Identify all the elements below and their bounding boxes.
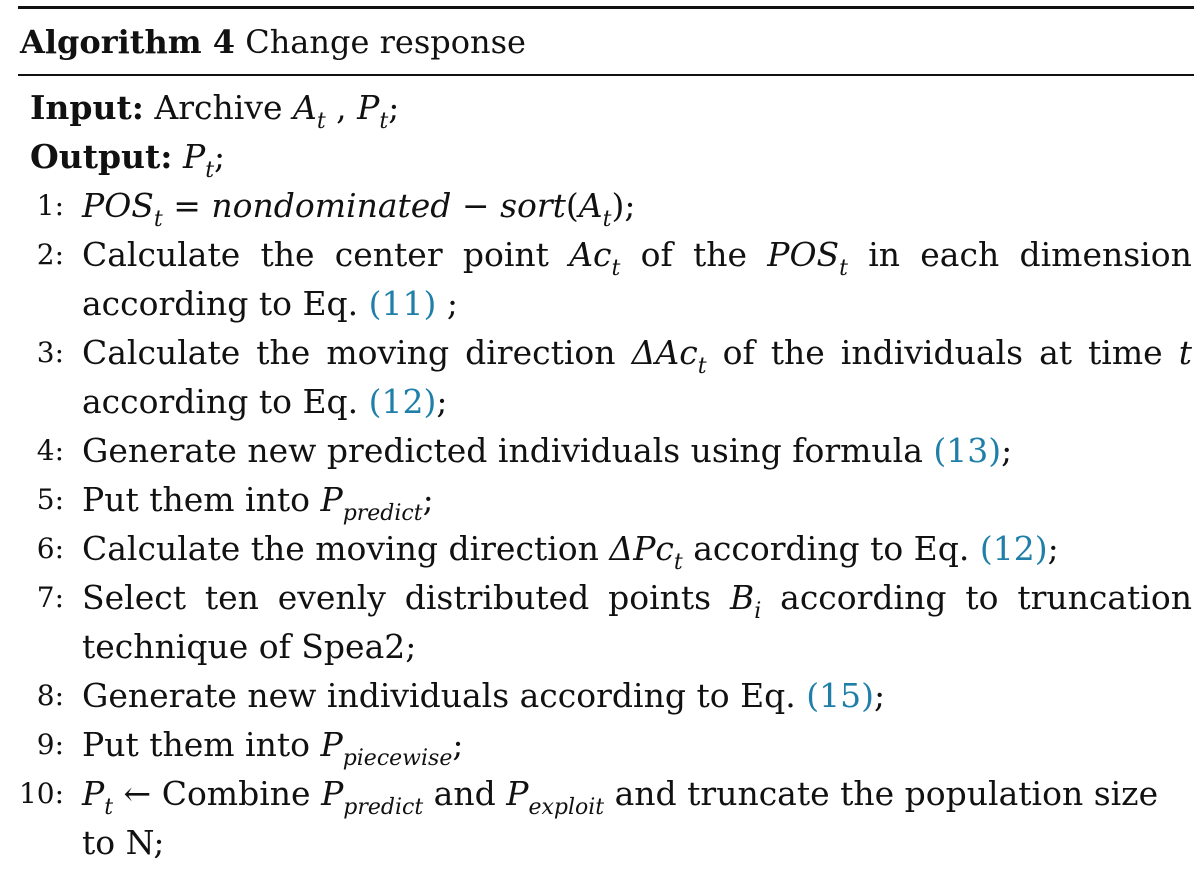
- output-label: Output:: [30, 137, 173, 176]
- step-7-line-1: Select ten evenly distributed points Bi according to truncation: [82, 578, 1192, 624]
- step-number: 5:: [36, 483, 64, 516]
- step-number: 9:: [36, 728, 64, 761]
- step-3-line-1: Calculate the moving direction ΔAct of the individuals at time t: [82, 333, 1192, 379]
- step-3-line-2: according to Eq. (12);: [82, 382, 448, 421]
- step-number: 7:: [36, 581, 64, 614]
- archive-var: A: [292, 88, 317, 127]
- step-5: Put them into $P_{predict}$;: [82, 480, 434, 526]
- input-label: Input:: [30, 88, 144, 127]
- step-10-line-2: to N;: [82, 823, 165, 862]
- step-10-line-1: $P_t$ ← Combine $P_{predict}$ and $P_{exploit}$ and truncate the population size: [82, 774, 1159, 820]
- step-number: 8:: [36, 679, 64, 712]
- step-4: Generate new predicted individuals using formula (13);: [82, 431, 1013, 470]
- algorithm-title: [20, 22, 526, 62]
- step-7-line-2: technique of Spea2;: [82, 627, 417, 666]
- step-number: 2:: [36, 238, 64, 271]
- step-number: 1:: [36, 189, 64, 222]
- step-number: 3:: [36, 336, 64, 369]
- input-line: Input: Archive $A_t$ , $P_t$;: [30, 88, 400, 134]
- algorithm-label: Algorithm 4: [20, 23, 236, 61]
- step-6: Calculate the moving direction ΔPc$_t$ according to Eq. (12);: [82, 529, 1059, 575]
- step-8: Generate new individuals according to Eq. (15);: [82, 676, 886, 715]
- title-rule: [18, 74, 1194, 76]
- step-number: 10:: [18, 777, 64, 810]
- equation-ref-link[interactable]: (12): [368, 382, 437, 421]
- step-number: 4:: [36, 434, 64, 467]
- top-rule: [18, 6, 1194, 9]
- output-line: Output: $P_t$;: [30, 137, 226, 183]
- step-9: Put them into $P_{piecewise}$;: [82, 725, 464, 771]
- equation-ref-link[interactable]: (11): [368, 284, 437, 323]
- step-2-line-2: according to Eq. (11) ;: [82, 284, 458, 323]
- equation-ref-link[interactable]: (13): [933, 431, 1002, 470]
- equation-ref-link[interactable]: (15): [806, 676, 875, 715]
- step-number: 6:: [36, 532, 64, 565]
- step-2-line-1: Calculate the center point Act of the POSt in each dimension: [82, 235, 1192, 281]
- step-1: $POS_t$ = nondominated − $sort(A_t)$;: [82, 186, 636, 232]
- equation-ref-link[interactable]: (12): [979, 529, 1048, 568]
- algorithm-name: Change response: [245, 23, 526, 61]
